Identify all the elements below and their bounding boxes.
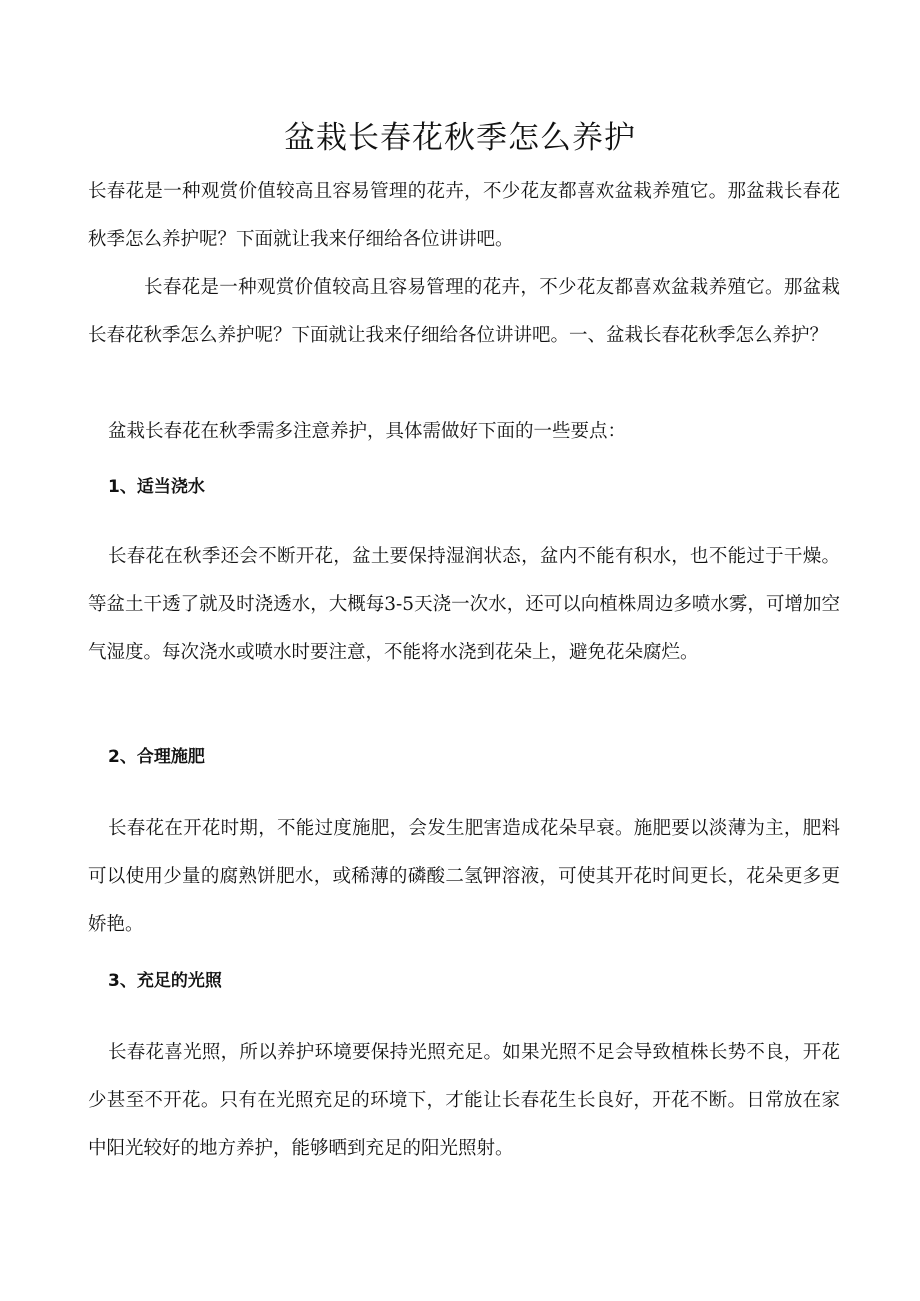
section-body-light: 长春花喜光照，所以养护环境要保持光照充足。如果光照不足会导致植株长势不良，开花少甚至不开花。只有在光照充足的环境下，才能让长春花生长良好，开花不断。日常放在家中阳光较好的地方养护，能够晒到充足的阳光照射。 <box>88 1042 840 1159</box>
intro-paragraph: 长春花是一种观赏价值较高且容易管理的花卉，不少花友都喜欢盆栽养殖它。那盆栽长春花秋季怎么养护呢？下面就让我来仔细给各位讲讲吧。 <box>88 181 840 250</box>
section-body-fertilizing: 长春花在开花时期，不能过度施肥，会发生肥害造成花朵早衰。施肥要以淡薄为主，肥料可以使用少量的腐熟饼肥水，或稀薄的磷酸二氢钾溶液，可使其开花时间更长，花朵更多更娇艳。 <box>88 818 840 935</box>
section-heading-light: 3、充足的光照 <box>108 971 222 991</box>
section-heading-fertilizing: 2、合理施肥 <box>108 747 205 767</box>
lead-paragraph: 盆栽长春花在秋季需多注意养护，具体需做好下面的一些要点： <box>108 421 627 442</box>
intro-repeat-paragraph: 长春花是一种观赏价值较高且容易管理的花卉，不少花友都喜欢盆栽养殖它。那盆栽长春花秋季怎么养护呢？下面就让我来仔细给各位讲讲吧。一、盆栽长春花秋季怎么养护？ <box>88 277 840 346</box>
section-body-watering: 长春花在秋季还会不断开花，盆土要保持湿润状态，盆内不能有积水，也不能过于干燥。等盆土干透了就及时浇透水，大概每3-5天浇一次水，还可以向植株周边多喷水雾，可增加空气湿度。每次浇水或喷水时要注意，不能将水浇到花朵上，避免花朵腐烂。 <box>88 546 840 663</box>
page-title: 盆栽长春花秋季怎么养护 <box>284 120 636 156</box>
section-heading-watering: 1、适当浇水 <box>108 477 205 497</box>
